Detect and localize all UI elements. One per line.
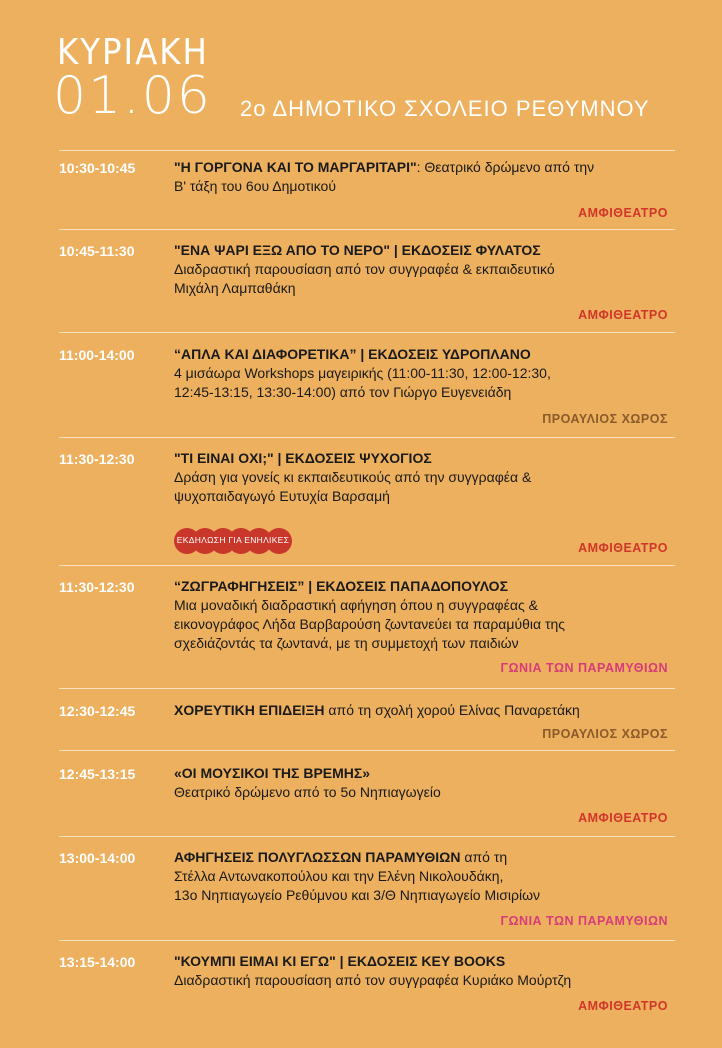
event-time: 12:30-12:45 <box>59 703 136 719</box>
page-header <box>0 0 722 150</box>
venue-label: 2ο ΔΗΜΟΤΙΚΟ ΣΧΟΛΕΙΟ ΡΕΘΥΜΝΟΥ <box>240 96 650 121</box>
event-title: "ΤΙ ΕΙΝΑΙ ΟΧΙ;" | ΕΚΔΟΣΕΙΣ ΨΥΧΟΓΙΟΣ <box>174 450 432 466</box>
event-body <box>174 577 694 653</box>
event-title: “ΑΠΛΑ ΚΑΙ ΔΙΑΦΟΡΕΤΙΚΑ” | ΕΚΔΟΣΕΙΣ ΥΔΡΟΠΛΑΝΟ <box>174 346 531 362</box>
date-label: 01.06 <box>53 66 212 126</box>
event-line: εικονογράφος Λήδα Βαρβαρούση ζωντανεύει τα παραμύθια της <box>174 616 566 632</box>
event-line: Διαδραστική παρουσίαση από τον συγγραφέα & εκπαιδευτικό <box>174 261 555 277</box>
event-line: Στέλλα Αντωνακοπούλου και την Ελένη Νικολουδάκη, <box>174 868 504 884</box>
event-line: Μια μοναδική διαδραστική αφήγηση όπου η συγγραφέας & <box>174 597 538 613</box>
divider <box>59 565 675 566</box>
event-line: ψυχοπαιδαγωγό Ευτυχία Βαρσαμή <box>174 488 390 504</box>
event-location: ΠΡΟΑΥΛΙΟΣ ΧΩΡΟΣ <box>542 727 668 741</box>
event-time: 13:15-14:00 <box>59 954 136 970</box>
event-time: 11:30-12:30 <box>59 579 135 595</box>
event-title: «ΟΙ ΜΟΥΣΙΚΟΙ ΤΗΣ ΒΡΕΜΗΣ» <box>174 765 371 781</box>
event-title-suffix: : Θεατρικό δρώμενο από την <box>416 159 595 175</box>
divider <box>59 332 675 333</box>
event-location: ΑΜΦΙΘΕΑΤΡΟ <box>578 541 668 555</box>
event-time: 11:00-14:00 <box>59 347 135 363</box>
event-line: Διαδραστική παρουσίαση από τον συγγραφέα Κυριάκο Μούρτζη <box>174 972 572 988</box>
event-body <box>174 848 694 905</box>
event-location: ΑΜΦΙΘΕΑΤΡΟ <box>578 206 668 220</box>
event-line: 12:45-13:15, 13:30-14:00) από τον Γιώργο Ευγενειάδη <box>174 384 512 400</box>
divider <box>59 229 675 230</box>
event-title: “ΖΩΓΡΑΦΗΓΗΣΕΙΣ” | ΕΚΔΟΣΕΙΣ ΠΑΠΑΔΟΠΟΥΛΟΣ <box>174 578 508 594</box>
event-body <box>174 952 694 990</box>
badge-label: ΕΚΔΗΛΩΣΗ ΓΙΑ ΕΝΗΛΙΚΕΣ <box>176 535 290 545</box>
event-body <box>174 449 694 506</box>
event-line: 13ο Νηπιαγωγείο Ρεθύμνου και 3/Θ Νηπιαγωγείο Μισιρίων <box>174 887 541 903</box>
event-time: 11:30-12:30 <box>59 451 135 467</box>
event-title: "ΚΟΥΜΠΙ ΕΙΜΑΙ ΚΙ ΕΓΩ" | ΕΚΔΟΣΕΙΣ KEY BOOKS <box>174 953 506 969</box>
event-location: ΓΩΝΙΑ ΤΩΝ ΠΑΡΑΜΥΘΙΩΝ <box>500 661 668 675</box>
event-location: ΑΜΦΙΘΕΑΤΡΟ <box>578 308 668 322</box>
event-line: σχεδιάζοντάς τα ζωντανά, με τη συμμετοχή των παιδιών <box>174 635 519 651</box>
event-location: ΓΩΝΙΑ ΤΩΝ ΠΑΡΑΜΥΘΙΩΝ <box>500 914 668 928</box>
event-location: ΠΡΟΑΥΛΙΟΣ ΧΩΡΟΣ <box>542 412 668 426</box>
event-title: ΧΟΡΕΥΤΙΚΗ ΕΠΙΔΕΙΞΗ <box>174 702 325 718</box>
event-line: Β' τάξη του 6ου Δημοτικού <box>174 178 336 194</box>
event-time: 10:45-11:30 <box>59 243 135 259</box>
event-location: ΑΜΦΙΘΕΑΤΡΟ <box>578 811 668 825</box>
event-location: ΑΜΦΙΘΕΑΤΡΟ <box>578 999 668 1013</box>
event-time: 13:00-14:00 <box>59 850 136 866</box>
event-line: Δράση για γονείς κι εκπαιδευτικούς από την συγγραφέα & <box>174 469 532 485</box>
divider <box>59 750 675 751</box>
event-line: Μιχάλη Λαμπαθάκη <box>174 280 296 296</box>
divider <box>59 150 675 151</box>
divider <box>59 688 675 689</box>
event-time: 12:45-13:15 <box>59 766 136 782</box>
event-title: ΑΦΗΓΗΣΕΙΣ ΠΟΛΥΓΛΩΣΣΩΝ ΠΑΡΑΜΥΘΙΩΝ <box>174 849 461 865</box>
day-label: ΚΥΡΙΑΚΗ <box>57 32 209 73</box>
event-body <box>174 345 694 402</box>
event-title: "ΕΝΑ ΨΑΡΙ ΕΞΩ ΑΠΟ ΤΟ ΝΕΡΟ" | ΕΚΔΟΣΕΙΣ ΦΥΛΑΤΟΣ <box>174 242 541 258</box>
event-title-suffix: από τη σχολή χορού Ελίνας Παναρετάκη <box>324 702 580 718</box>
event-line: Θεατρικό δρώμενο από το 5ο Νηπιαγωγείο <box>174 784 441 800</box>
event-body <box>174 241 694 298</box>
divider <box>59 836 675 837</box>
event-body <box>174 764 694 802</box>
event-title-suffix: από τη <box>460 849 508 865</box>
event-title: "Η ΓΟΡΓΟΝΑ ΚΑΙ ΤΟ ΜΑΡΓΑΡΙΤΑΡΙ" <box>174 159 417 175</box>
event-line: 4 μισάωρα Workshops μαγειρικής (11:00-11:30, 12:00-12:30, <box>174 365 551 381</box>
adults-event-badge <box>174 528 292 554</box>
event-body <box>174 158 694 196</box>
event-body <box>174 701 694 720</box>
divider <box>59 940 675 941</box>
divider <box>59 437 675 438</box>
event-time: 10:30-10:45 <box>59 160 136 176</box>
